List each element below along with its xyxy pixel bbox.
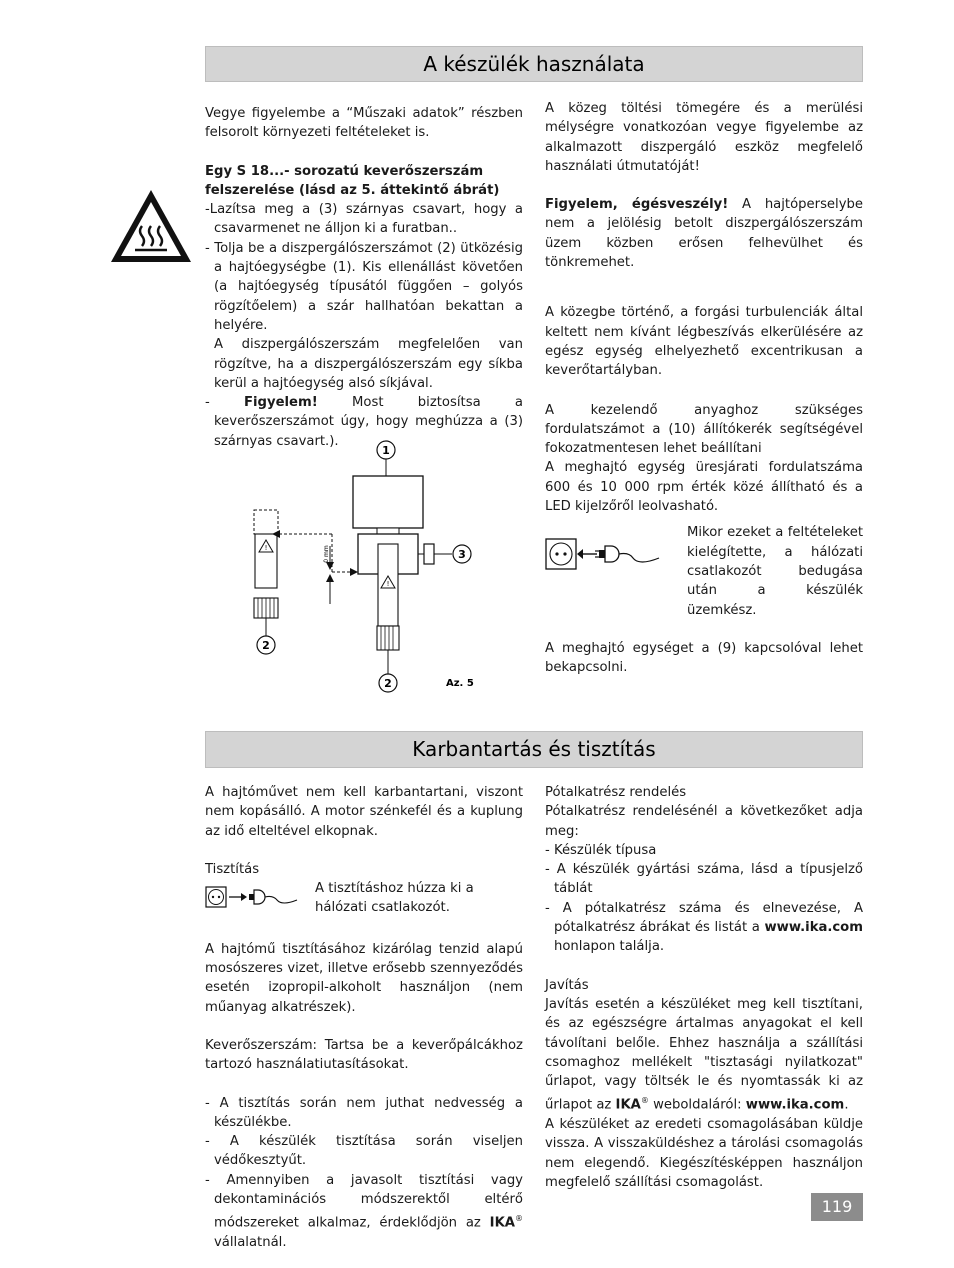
svg-text:!: !: [264, 544, 268, 552]
unplug-icon: [205, 879, 315, 915]
cleaning-bullet-1: - A tisztítás során nem juthat nedvesség a készülékbe.: [205, 1095, 523, 1130]
step-2: - Tolja be a diszpergálószerszámot (2) ütközésig a hajtóegységbe (1). Kis ellenállást követően (a hajtóegység típusától függően – golyós rögzítőelem) a szár hallhatóan bekattan a helyére.: [205, 240, 523, 333]
spare-parts-intro: Pótalkatrész rendelésénél a következőket adja meg:: [545, 804, 863, 839]
cleaning-bullet-2: - A készülék tisztítása során viseljen védőkesztyűt.: [205, 1134, 523, 1169]
svg-text:3: 3: [458, 548, 466, 561]
ika-website-link[interactable]: www.ika.com: [745, 1097, 845, 1113]
page-number: 119: [811, 1193, 863, 1221]
right-p2: [545, 195, 863, 272]
section-title-maintenance: Karbantartás és tisztítás: [205, 731, 863, 768]
burn-warning: Figyelem, égésveszély!: [545, 197, 729, 213]
svg-text:2: 2: [262, 639, 270, 652]
cleaning-heading: Tisztítás: [205, 861, 260, 877]
repair-heading: Javítás: [545, 977, 589, 993]
spare-parts-heading: Pótalkatrész rendelés: [545, 785, 687, 800]
svg-text:!: !: [386, 580, 390, 588]
registered-mark: ®: [640, 1096, 649, 1106]
maintenance-p3: Keverőszerszám: Tartsa be a keverőpálcákhoz tartozó használatiutasításokat.: [205, 1037, 523, 1073]
drive-unit: [353, 476, 423, 528]
ika-website-link[interactable]: www.ika.com: [764, 920, 863, 936]
right-p3: A közegbe történő, a forgási turbulenciák által keltett nem kívánt légbeszívás elkerülésére az egész egység elhelyezhető excentrikusan a keverőtartályban.: [545, 305, 863, 379]
right-p7: A meghajtó egységet a (9) kapcsolóval lehet bekapcsolni.: [545, 640, 863, 676]
right-p1: A közeg töltési tömegére és a merülési mélységre vonatkozóan vegye figyelembe az alkalmazott diszpergáló eszköz megfelelő használati útmutatóját!: [545, 101, 863, 174]
spare-item-3: [545, 899, 863, 957]
cleaning-unplug-text: A tisztításhoz húzza ki a hálózati csatlakozót.: [315, 881, 474, 916]
unplug-icon: [545, 523, 687, 579]
repair-body: Javítás esetén a készüléket meg kell tisztítani, és az egészségre ártalmas anyagokat el kell távolítani belőle. Ehhez használja a szállítási csomaghoz mellékelt "tisztasági nyilatkozat" űrlapot, vagy töltsék le és nyomtassák ki az űrlapot az: [545, 996, 863, 1113]
maintenance-right-column: [545, 783, 863, 1192]
spare-item-1: - Készülék típusa: [545, 842, 657, 858]
maintenance-p1: A hajtóművet nem kell karbantartani, viszont nem kopásálló. A motor szénkefél és a kuplung az idő elteltével elkopnak.: [205, 785, 523, 839]
maintenance-p2: A hajtómű tisztításához kizárólag tenzid alapú mosószeres vizet, illetve erősebb szennyeződés esetén izopropil-alkoholt használjon (nem műanyag alkatrészek).: [205, 941, 523, 1015]
ika-brand: IKA: [615, 1097, 641, 1113]
thumbscrew: [424, 544, 434, 564]
svg-text:0 mm: 0 mm: [323, 545, 330, 563]
usage-right-column: [545, 99, 863, 677]
figure-5-diagram: [240, 438, 490, 696]
spare-item-3-text: - A pótalkatrész száma és elnevezése, A pótalkatrész ábrákat és listát a: [545, 900, 863, 936]
repair-mid: weboldaláról:: [648, 1097, 746, 1113]
return-text: A készüléket az eredeti csomagolásában küldje vissza. A visszaküldéshez a tárolási csomagolás nem elegendő. Kiegészítésképpen használjon megfelelő szállítási csomagolást.: [545, 1117, 863, 1191]
burn-warning-text: A hajtóperselybe nem a jelölésig betolt diszpergálószerszám üzem közben erősen felhevülhet és tönkremehet.: [545, 197, 864, 271]
bullet-3-text: - Amennyiben a javasolt tisztítási vagy dekontaminációs módszerektől eltérő módszereket alkalmaz, érdeklődjön az: [205, 1172, 523, 1231]
callout-2-left: [257, 636, 275, 654]
hot-surface-warning-icon: [109, 188, 193, 264]
step-3-warning: Figyelem!: [244, 395, 318, 411]
callout-2-right: [379, 674, 397, 692]
repair-text: [545, 995, 863, 1115]
spare-item-3-end: honlapon találja.: [554, 939, 665, 955]
ika-brand: IKA: [489, 1215, 515, 1231]
intro-paragraph: Vegye figyelembe a “Műszaki adatok” részben felsorolt környezeti feltételeket is.: [205, 106, 523, 141]
figure-caption: Az. 5: [446, 678, 474, 689]
svg-text:2: 2: [384, 677, 392, 690]
bullet-3-end: vállalatnál.: [214, 1235, 287, 1251]
registered-mark: ®: [515, 1214, 523, 1224]
mounting-heading: Egy S 18...- sorozatú keverőszerszám felszerelése (lásd az 5. áttekintő ábrát): [205, 163, 500, 198]
callout-3: [453, 545, 471, 563]
step-1: -Lazítsa meg a (3) szárnyas csavart, hogy a csavarmenet ne álljon ki a furatban..: [205, 202, 523, 237]
step-2-note: A diszpergálószerszám megfelelően van rögzítve, ha a diszpergálószerszám egy síkba kerül a hajtóegység alsó síkjával.: [214, 337, 523, 391]
cleaning-bullet-3: [205, 1171, 523, 1253]
right-p6: Mikor ezeket a feltételeket kielégítette, a hálózati csatlakozót bedugása után a készülék üzemkész.: [687, 525, 863, 618]
section-title-usage: A készülék használata: [205, 46, 863, 82]
svg-text:1: 1: [382, 444, 390, 457]
step-3-prefix: -: [205, 395, 245, 411]
usage-left-column: [205, 104, 523, 451]
repair-end: .: [844, 1097, 849, 1113]
callout-1: [377, 441, 395, 476]
spare-item-2: - A készülék gyártási száma, lásd a típusjelző táblát: [545, 862, 863, 897]
right-p4: A kezelendő anyaghoz szükséges fordulatszámot a (10) állítókerék segítségével fokozatmentesen lehet beállítani: [545, 402, 863, 457]
step-3-text: Most biztosítsa a keverőszerszámot úgy, hogy meghúzza a (3) szárnyas csavart.).: [214, 395, 523, 449]
maintenance-left-column: [205, 783, 523, 1252]
right-p5: A meghajtó egység üresjárati fordulatszáma 600 és 10 000 rpm érték közé állítható és a LED kijelzőről leolvasható.: [545, 460, 863, 515]
